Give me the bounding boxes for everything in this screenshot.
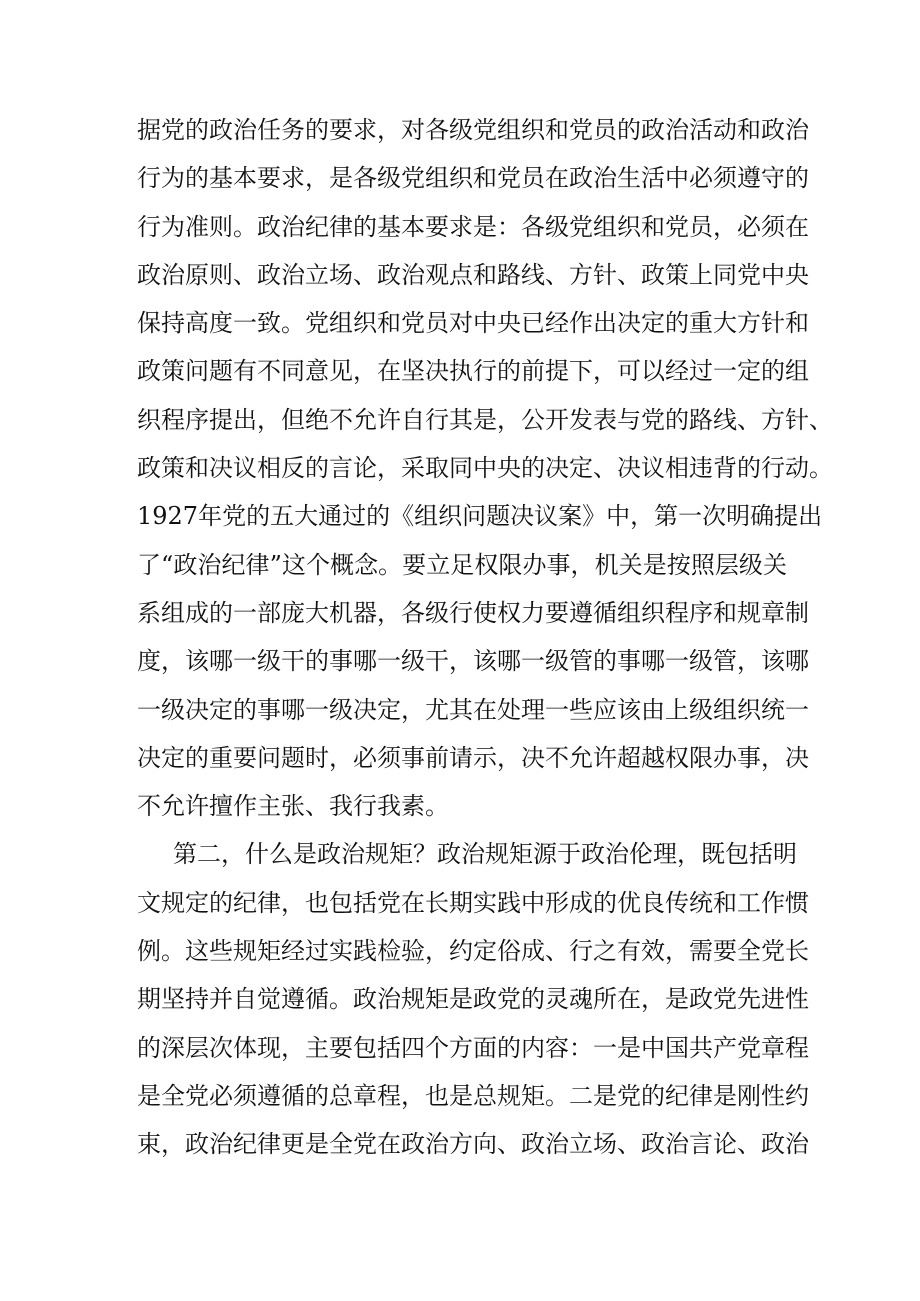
text-line: 的深层次体现，主要包括四个方面的内容：一是中国共产党章程: [137, 1033, 809, 1062]
text-line: 据党的政治任务的要求，对各级党组织和党员的政治活动和政治: [137, 116, 809, 144]
text-line: 文规定的纪律，也包括党在长期实践中形成的优良传统和工作惯: [137, 888, 809, 917]
text-line: 政治原则、政治立场、政治观点和路线、方针、政策上同党中央: [137, 260, 809, 289]
text-line: 是全党必须遵循的总章程，也是总规矩。二是党的纪律是刚性约: [137, 1081, 809, 1110]
text-line: 1927年党的五大通过的《组织问题决议案》中，第一次明确提出: [137, 502, 823, 531]
text-line: 保持高度一致。党组织和党员对中央已经作出决定的重大方针和: [137, 309, 809, 338]
body-text: [137, 106, 833, 1169]
text-line: 例。这些规矩经过实践检验，约定俗成、行之有效，需要全党长: [137, 937, 809, 966]
paragraph-first-line: 第二，什么是政治规矩？政治规矩源于政治伦理，既包括明: [173, 840, 797, 869]
text-line: 束，政治纪律更是全党在政治方向、政治立场、政治言论、政治: [137, 1130, 809, 1159]
text-line: 政策问题有不同意见，在坚决执行的前提下，可以经过一定的组: [137, 357, 809, 386]
text-line: 一级决定的事哪一级决定，尤其在处理一些应该由上级组织统一: [137, 695, 809, 724]
text-line: 不允许擅作主张、我行我素。: [137, 792, 449, 821]
text-line: 政策和决议相反的言论，采取同中央的决定、决议相违背的行动。: [137, 454, 833, 483]
text-line: 期坚持并自觉遵循。政治规矩是政党的灵魂所在，是政党先进性: [137, 985, 809, 1014]
text-line: 度，该哪一级干的事哪一级干，该哪一级管的事哪一级管，该哪: [137, 647, 809, 676]
text-line: 系组成的一部庞大机器，各级行使权力要遵循组织程序和规章制: [137, 598, 809, 627]
text-line: 行为准则。政治纪律的基本要求是：各级党组织和党员，必须在: [137, 212, 809, 241]
text-line: 了“政治纪律”这个概念。要立足权限办事，机关是按照层级关: [137, 550, 787, 579]
text-line: 织程序提出，但绝不允许自行其是，公开发表与党的路线、方针、: [137, 405, 833, 434]
text-line: 决定的重要问题时，必须事前请示，决不允许超越权限办事，决: [137, 743, 809, 772]
text-line: 行为的基本要求，是各级党组织和党员在政治生活中必须遵守的: [137, 164, 809, 193]
